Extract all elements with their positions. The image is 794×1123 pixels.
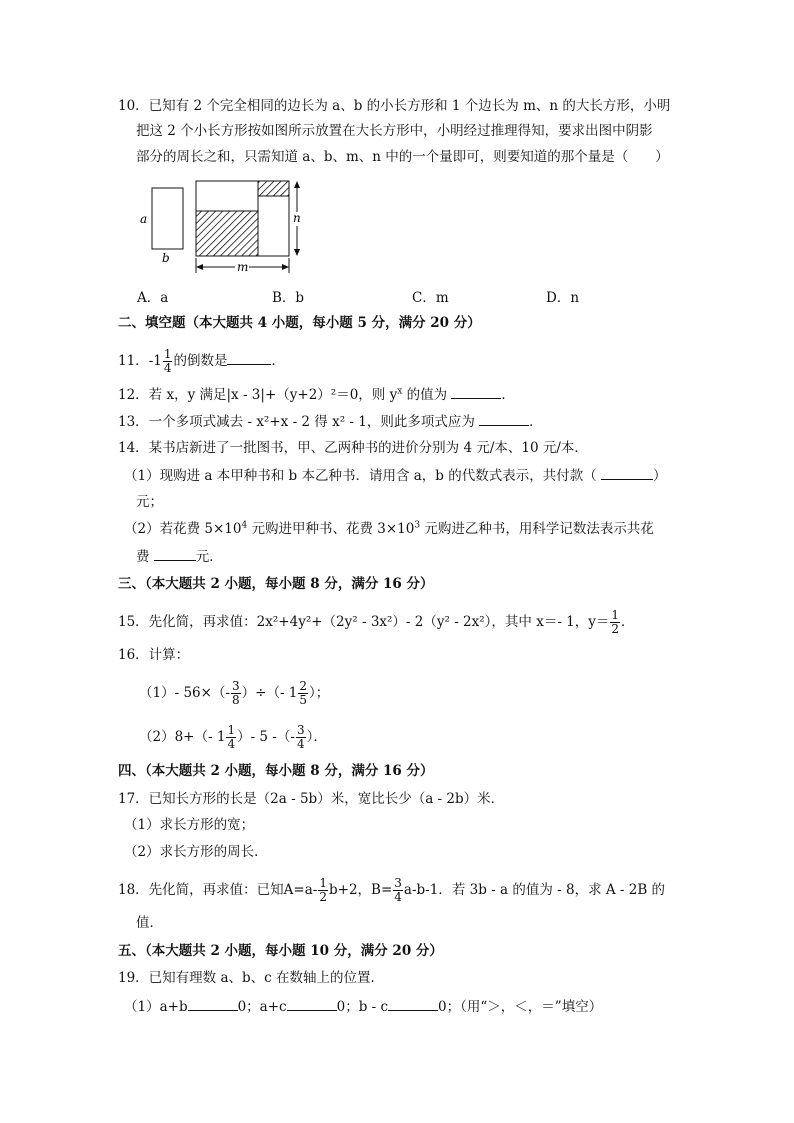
q10-option-d: D．n <box>546 290 580 306</box>
section4-title: 四、（本大题共 2 小题，每小题 8 分，满分 16 分） <box>118 763 434 779</box>
q10-figure <box>130 176 310 276</box>
q13: 13．一个多项式减去 - x²+x - 2 得 x² - 1，则此多项式应为 ． <box>118 411 543 432</box>
q18: 18．先化简，再求值：已知A=a- $\frac{1}{2}$ b+2，B= $\frac{3}{4}$ a-b-1．若 3b - a 的值为 - 8，求 A - 2B 的 <box>118 876 666 904</box>
label-b: b <box>162 251 170 265</box>
q19: 19．已知有理数 a、b、c 在数轴上的位置． <box>118 970 385 986</box>
q12: 12．若 x，y 满足|x - 3|+（y+2）²＝0，则 $y^x$ 的值为 ． <box>118 384 515 405</box>
q18-line2: 值． <box>136 915 163 931</box>
q10-option-c: C．m <box>412 290 449 306</box>
q14-line3: 元； <box>136 494 163 510</box>
label-m: m <box>237 260 249 274</box>
q14-line1: 14．某书店新进了一批图书，甲、乙两种书的进价分别为 4 元/本、10 元/本． <box>118 440 588 456</box>
q16-part1: （1）- 56×（- $\frac{3}{8}$ ）÷（- 1 $\frac{2}{5}$ ）； <box>139 679 330 707</box>
q10-line2: 把这 2 个小长方形按如图所示放置在大长方形中，小明经过推理得知，要求出图中阴影 <box>136 123 653 139</box>
q14-line4: （2）若花费 $5\times 10^4$ 元购进甲种书、花费 $3\times 10^3$ 元购进乙种书，用科学记数法表示共花 <box>124 520 654 537</box>
q15: 15．先化简，再求值：2x²+4y²+（2y² - 3x²）- 2（y² - 2x²），其中 x＝- 1，y＝ $\frac{1}{2}$ ． <box>118 608 635 636</box>
q10-option-b: B．b <box>272 290 305 306</box>
label-n: n <box>293 211 301 225</box>
section3-title: 三、（本大题共 2 小题，每小题 8 分，满分 16 分） <box>118 576 434 592</box>
q14-line2: （1）现购进 a 本甲种书和 b 本乙种书．请用含 a，b 的代数式表示，共付款（ ） <box>124 465 667 486</box>
label-a: a <box>140 212 148 226</box>
q11: 11．-1 $\frac{1}{4}$ 的倒数是 ． <box>118 347 285 375</box>
shaded-region-left <box>196 211 258 256</box>
q17: 17．已知长方形的长是（2a - 5b）米，宽比长少（a - 2b）米． <box>118 791 505 807</box>
small-rectangle <box>152 188 183 249</box>
q10-line1: 10．已知有 2 个完全相同的边长为 a、b 的小长方形和 1 个边长为 m、n 的大长方形，小明 <box>118 98 671 114</box>
q17-part2: （2）求长方形的周长． <box>124 844 268 860</box>
q16-part2: （2）8+（- 1 $\frac{1}{4}$ ）- 5 -（- $\frac{3}{4}$ ）． <box>139 723 327 751</box>
q16: 16．计算： <box>118 647 190 663</box>
section5-title: 五、（本大题共 2 小题，每小题 10 分，满分 20 分） <box>118 943 443 959</box>
shaded-region-right <box>258 181 289 196</box>
q19-part1: （1）a+b 0；a+c 0；b - c 0；（用“＞，＜，＝”填空） <box>124 996 602 1017</box>
q17-part1: （1）求长方形的宽； <box>124 817 255 833</box>
section2-title: 二、填空题（本大题共 4 小题，每小题 5 分，满分 20 分） <box>118 315 481 331</box>
q10-option-a: A．a <box>137 290 169 306</box>
q14-line5: 费 元． <box>136 546 223 567</box>
q10-line3: 部分的周长之和，只需知道 a、b、m、n 中的一个量即可，则要知道的那个量是（ ） <box>136 149 669 165</box>
